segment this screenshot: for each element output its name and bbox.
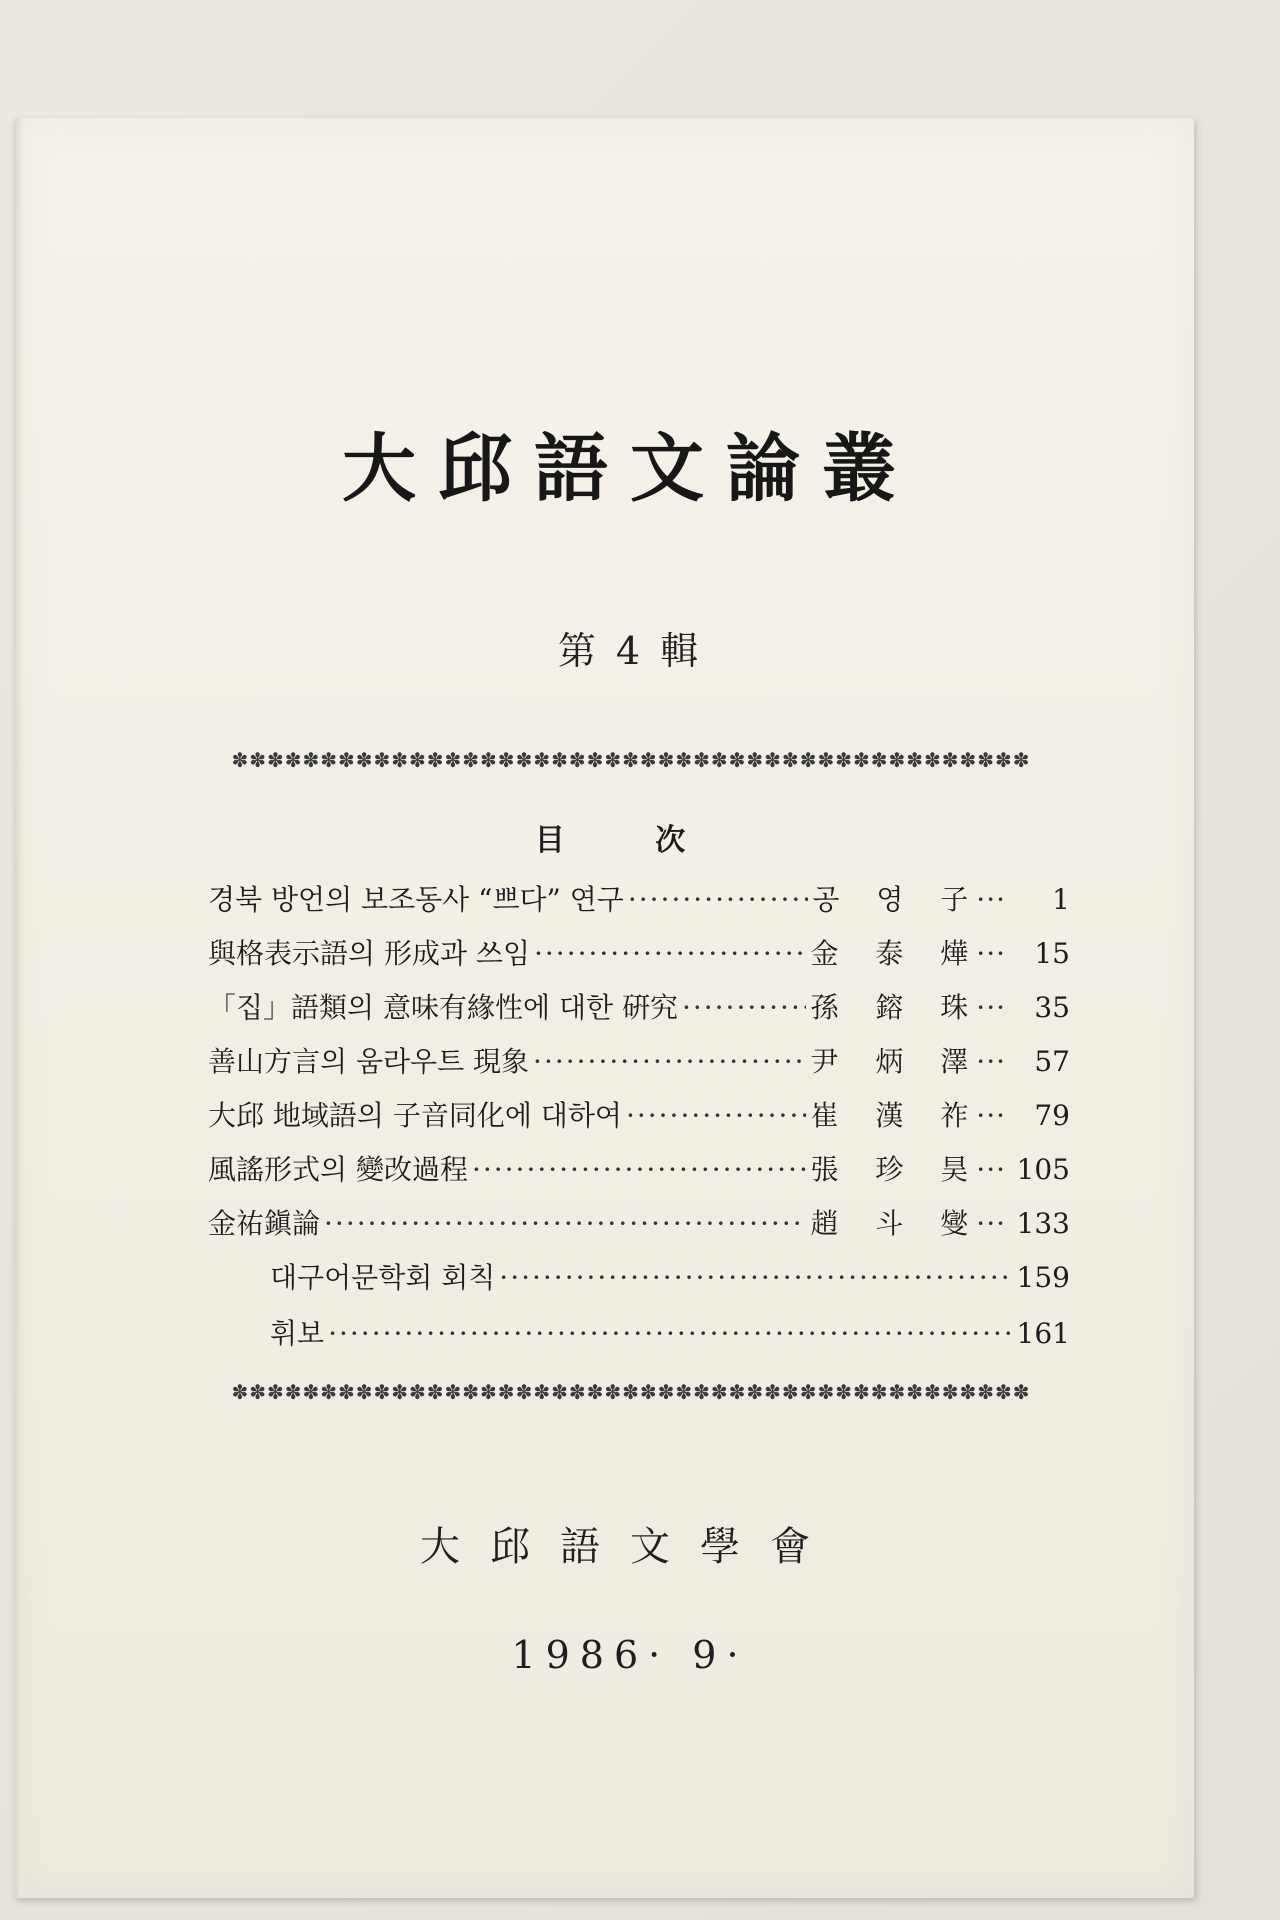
- toc-entry-page: 1: [1052, 883, 1070, 916]
- leader-dots: [534, 937, 806, 970]
- toc-entry-author: 尹 炳 澤: [810, 1045, 983, 1078]
- leader-dots: [626, 1099, 807, 1132]
- toc-entry-page: 133: [1016, 1207, 1070, 1240]
- toc-entry: [208, 932, 1070, 986]
- table-of-contents: [208, 878, 1070, 1368]
- toc-entry: [208, 878, 1070, 932]
- toc-entry-page: 57: [1034, 1045, 1070, 1078]
- ornament-border-top: ✽✽✽✽✽✽✽✽✽✽✽✽✽✽✽✽✽✽✽✽✽✽✽✽✽✽✽✽✽✽✽✽✽✽✽✽✽✽✽✽✽✽✽✽✽: [231, 748, 1031, 772]
- leader-dots: [324, 1207, 806, 1240]
- leader-dots: ···: [976, 991, 1006, 1024]
- toc-entry-author: 趙 斗 燮: [810, 1207, 983, 1240]
- publisher-name: 大邱語文學會: [420, 1524, 840, 1570]
- leader-dots: [628, 883, 809, 916]
- leader-dots: ···: [976, 1207, 1006, 1240]
- leader-dots: ···: [976, 883, 1006, 916]
- toc-entry-author: 張 珍 昊: [810, 1153, 983, 1186]
- toc-appendix-entry: [208, 1312, 1070, 1368]
- ornament-border-bottom: ✽✽✽✽✽✽✽✽✽✽✽✽✽✽✽✽✽✽✽✽✽✽✽✽✽✽✽✽✽✽✽✽✽✽✽✽✽✽✽✽✽✽✽✽✽: [231, 1380, 1031, 1404]
- toc-entry-title: 大邱 地域語의 子音同化에 대하여: [208, 1099, 622, 1132]
- toc-entry: [208, 1040, 1070, 1094]
- toc-entry-author: 孫 鎔 珠: [810, 991, 983, 1024]
- leader-dots: [499, 1261, 1012, 1294]
- toc-entry-page: 79: [1034, 1099, 1070, 1132]
- toc-entry-title: 善山方言의 움라우트 現象: [208, 1045, 530, 1078]
- journal-title: 大邱語文論叢: [342, 426, 918, 512]
- toc-entry: [208, 986, 1070, 1040]
- leader-dots: [533, 1045, 806, 1078]
- toc-entry-title: 金祐鎭論: [208, 1207, 321, 1240]
- leader-dots: [472, 1153, 807, 1186]
- toc-entry-title: 대구어문학회 회칙: [270, 1261, 496, 1294]
- toc-entry-author: 崔 漢 祚: [810, 1099, 983, 1132]
- leader-dots: ···: [976, 937, 1006, 970]
- leader-dots: ···: [976, 1045, 1006, 1078]
- publication-date: 1986· 9·: [511, 1633, 749, 1677]
- leader-dots: [682, 991, 807, 1024]
- toc-entry-title: 風謠形式의 變改過程: [208, 1153, 468, 1186]
- leader-dots: ···: [976, 1099, 1006, 1132]
- toc-entry: [208, 1094, 1070, 1148]
- toc-entry-page: 159: [1016, 1261, 1070, 1294]
- leader-dots: [328, 1317, 1012, 1350]
- toc-entry-title: 휘보: [270, 1317, 325, 1350]
- toc-heading: 目 次: [534, 823, 726, 858]
- toc-entry-title: 「집」語類의 意味有緣性에 대한 硏究: [208, 991, 678, 1024]
- toc-entry: [208, 1148, 1070, 1202]
- toc-entry-author: 공 영 子: [812, 883, 983, 916]
- toc-entry-page: 105: [1016, 1153, 1070, 1186]
- toc-appendix-entry: [208, 1256, 1070, 1312]
- toc-entry-title: 與格表示語의 形成과 쓰임: [208, 937, 530, 970]
- issue-number: 第 4 輯: [557, 629, 703, 673]
- toc-entry-title: 경북 방언의 보조동사 “쁘다” 연구: [208, 883, 624, 916]
- toc-entry-author: 金 泰 燁: [810, 937, 983, 970]
- toc-entry-page: 161: [1016, 1317, 1070, 1350]
- leader-dots: ···: [976, 1153, 1006, 1186]
- toc-entry-page: 35: [1034, 991, 1070, 1024]
- toc-entry: [208, 1202, 1070, 1256]
- toc-entry-page: 15: [1034, 937, 1070, 970]
